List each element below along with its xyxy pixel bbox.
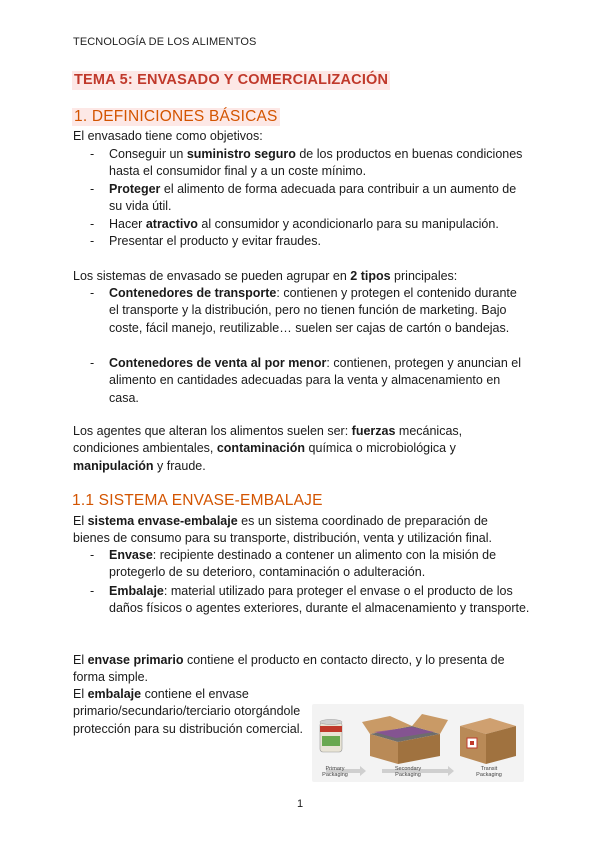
list-item: - Proteger el alimento de forma adecuada para contribuir a un aumento de su vida útil. — [90, 182, 517, 214]
page-title: TEMA 5: ENVASADO Y COMERCIALIZACIÓN — [74, 72, 389, 88]
page-number: 1 — [296, 798, 304, 810]
list-item: - Embalaje: material utilizado para proteger el envase o el producto de los daños físicos o agentes exteriores, durante el almacenamiento y transporte. — [90, 584, 530, 616]
packaging-figure — [312, 704, 524, 782]
running-header: TECNOLOGÍA DE LOS ALIMENTOS — [73, 36, 257, 48]
list-item: - Hacer atractivo al consumidor y acondicionarlo para su manipulación. — [90, 217, 499, 231]
agents-paragraph: Los agentes que alteran los alimentos suelen ser: fuerzas mecánicas, condiciones ambientales, contaminación química o microbiológica y manipulación y fraude. — [73, 424, 463, 473]
embalaje-paragraph: El embalaje contiene el envase primario/secundario/terciario otorgándole protección para su distribución comercial. — [73, 687, 303, 736]
list-item: - Conseguir un suministro seguro de los productos en buenas condiciones hasta el consumidor final y a un coste mínimo. — [90, 147, 523, 179]
closed-box-icon — [460, 718, 516, 764]
list-item: - Contenedores de transporte: contienen y protegen el contenido durante el transporte y la distribución, pero no tienen función de marketing. Bajo coste, fácil manejo, reutilizable… suelen ser cajas de cartón o bandejas. — [90, 286, 517, 335]
section-heading-definiciones: 1. DEFINICIONES BÁSICAS — [74, 108, 278, 125]
list-item: - Envase: recipiente destinado a contener un alimento con la misión de protegerlo de su deterioro, contaminación o adulteración. — [90, 548, 497, 580]
section-heading-envase-embalaje: 1.1 SISTEMA ENVASE-EMBALAJE — [72, 492, 323, 509]
caption-transit: Transit Packaging — [476, 766, 502, 778]
list-item: - Presentar el producto y evitar fraudes. — [90, 234, 321, 248]
can-icon — [320, 720, 342, 753]
intro-paragraph: El envasado tiene como objetivos: — [73, 129, 263, 143]
list-item: - Contenedores de venta al por menor: contienen, protegen y anuncian el alimento en cantidades adecuadas para la venta y almacenamiento en casa. — [90, 356, 522, 405]
primary-paragraph: El envase primario contiene el producto en contacto directo, y lo presenta de forma simple. — [73, 653, 505, 685]
open-box-icon — [362, 714, 448, 764]
system-paragraph: El sistema envase-embalaje es un sistema coordinado de preparación de bienes de consumo para su transporte, distribución, venta y utilización final. — [73, 514, 492, 546]
caption-secondary: Secondary Packaging — [394, 766, 422, 778]
types-paragraph: Los sistemas de envasado se pueden agrupar en 2 tipos principales: — [73, 269, 458, 283]
caption-primary: Primary Packaging — [322, 766, 348, 778]
